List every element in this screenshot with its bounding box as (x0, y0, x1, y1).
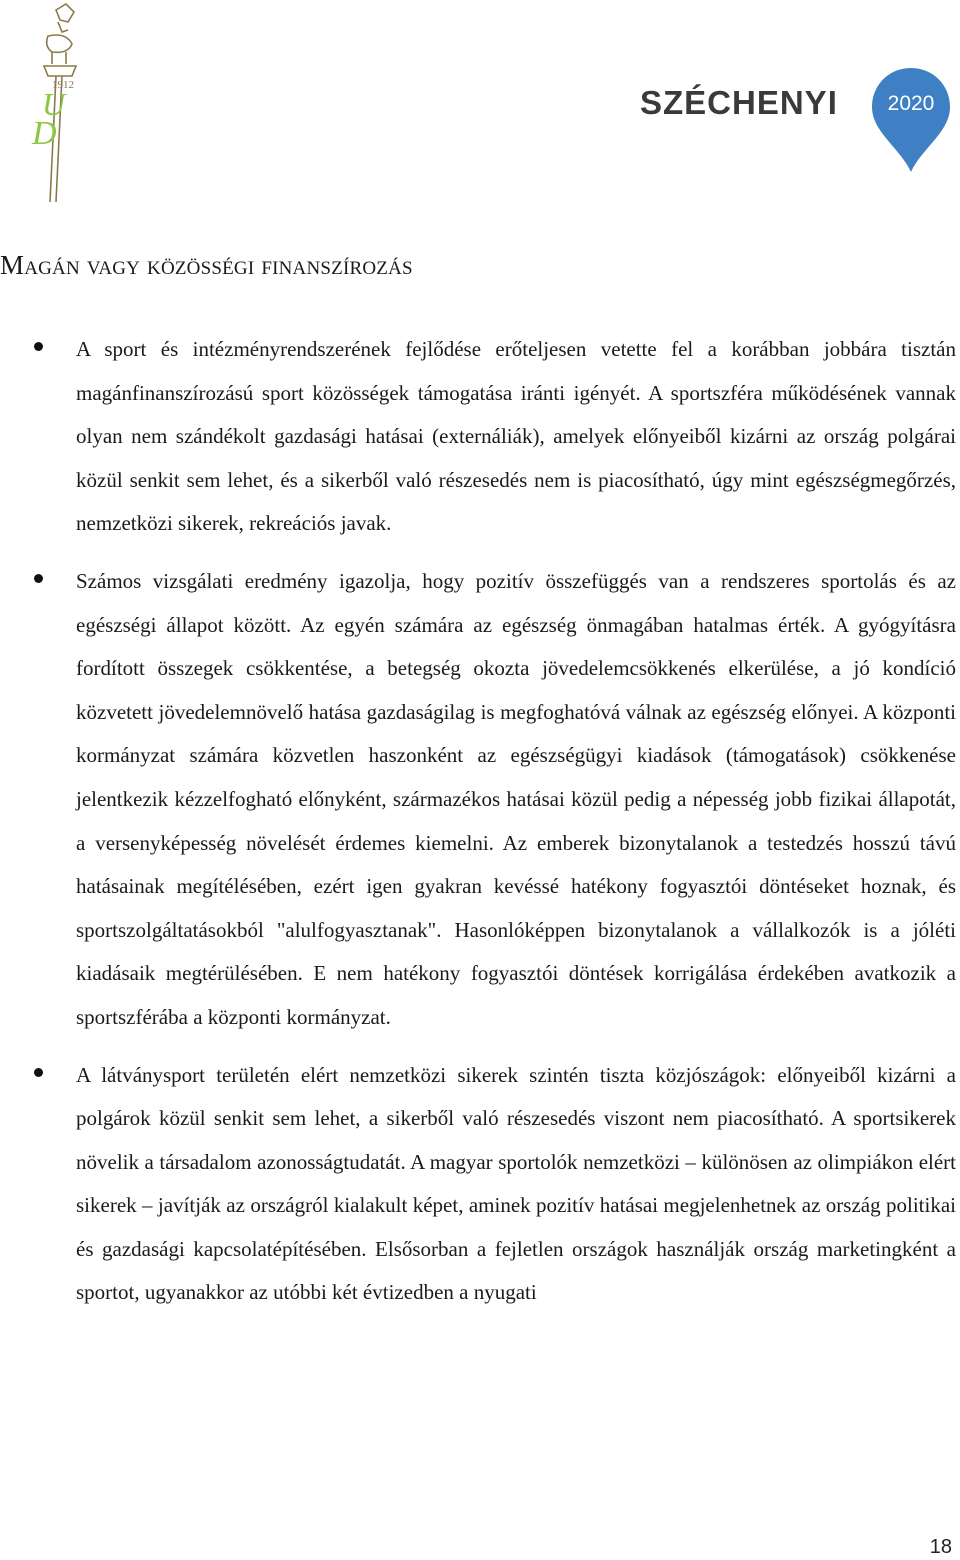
page-number: 18 (929, 1536, 952, 1558)
szechenyi-year: 2020 (887, 92, 935, 115)
map-pin-icon (870, 66, 952, 174)
section-title: Magán vagy közösségi finanszírozás (0, 250, 413, 280)
bullet-icon (34, 574, 43, 583)
ude-crest-icon (22, 2, 92, 207)
paragraph-text: Számos vizsgálati eredmény igazolja, hogy pozitív összefüggés van a rendszeres sportolás és az egészségi állapot között. Az egyén számára az egészség önmagában hatalmas érték. A gyógyításra fordított összegek csökkentése, a betegség okozta jövedelemcsökkenés elkerülése, a jó kondíció közvetett jövedelemnövelő hatása gazdaságilag is megfoghatóvá válnak az egészség előnyei. A központi kormányzat számára közvetlen haszonként az egészségügyi kiadások (támogatások) csökkenése jelentkezik kézzelfogható előnyként, származékos hatásai közül pedig a népesség jobb fizikai állapotát, a versenyképesség növelését érdemes kiemelni. Az emberek bizonytalanok a testedzés hosszú távú hatásainak megítélésében, ezért igen gyakran kevéssé hatékony fogyasztói döntéseket hoznak, és sportszolgáltatásokból "alulfogyasztanak". Hasonlóképpen bizonytalanok a vállalkozók is a jóléti kiadásaik megtérülésében. E nem hatékony fogyasztói döntések korrigálása érdekében avatkozik a sportszférába a központi kormányzat. (76, 568, 956, 1029)
bullet-icon (34, 1068, 43, 1077)
bullet-list (0, 328, 960, 1315)
ude-university-logo (22, 2, 92, 207)
list-item (0, 1054, 960, 1316)
list-item (0, 560, 960, 1040)
szechenyi-logo-text: SZÉCHENYI (640, 84, 838, 121)
bullet-icon (34, 342, 43, 351)
szechenyi-2020-logo (640, 66, 955, 176)
paragraph-text: A látványsport területén elért nemzetközi sikerek szintén tiszta közjószágok: előnyeiből kizárni a polgárok közül senkit sem lehet, a sikerből való részesedés viszont nem piacosítható. A sportsikerek növelik a társadalom azonosságtudatát. A magyar sportolók nemzetközi – különösen az olimpiákon elért sikerek – javítják az országról kialakult képet, aminek pozitív hatásai megjelenhetnek az ország politikai és gazdasági kapcsolatépítésében. Elsősorban a fejletlen országok használják ország marketingként a sportot, ugyanakkor az utóbbi két évtizedben a nyugati (76, 1062, 956, 1305)
svg-text:D: D (32, 115, 57, 152)
paragraph-text: A sport és intézményrendszerének fejlődése erőteljesen vetette fel a korábban jobbára tisztán magánfinanszírozású sport közösségek támogatása iránti igényét. A sportszféra működésének vannak olyan nem szándékolt gazdasági hatásai (externáliák), amelyek előnyeiből kizárni az ország polgárai közül senkit sem lehet, és a sikerből való részesedés nem is piacosítható, úgy mint egészségmegőrzés, nemzetközi sikerek, rekreációs javak. (76, 337, 956, 536)
list-item (0, 328, 960, 546)
svg-text:1912: 1912 (52, 79, 74, 91)
svg-text:U: U (42, 86, 66, 122)
